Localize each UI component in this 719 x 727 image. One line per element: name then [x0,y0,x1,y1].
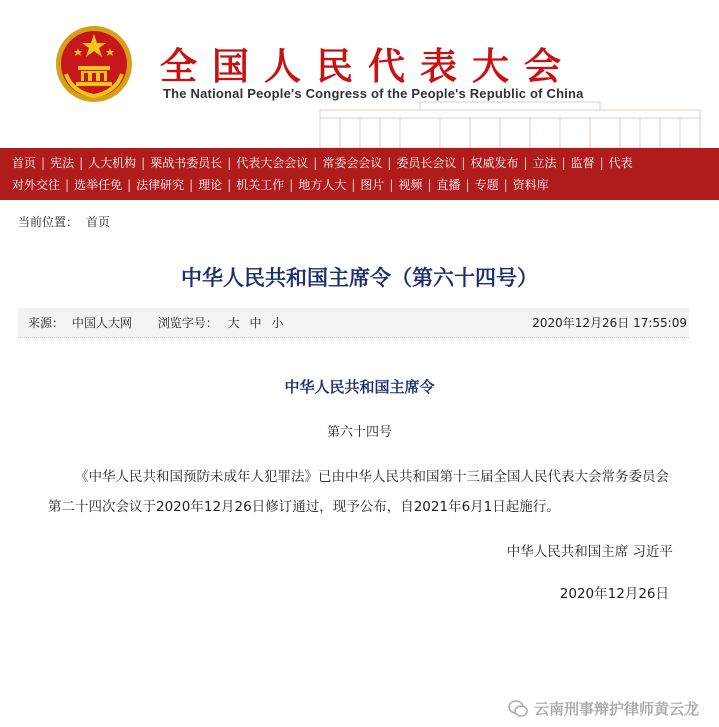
nav-separator: | [461,156,466,170]
font-size-small-button[interactable]: 小 [271,316,284,330]
nav-separator: | [227,178,232,192]
breadcrumb-label: 当前位置： [18,215,79,229]
great-hall-illustration-icon [300,100,719,148]
breadcrumb [0,200,719,240]
nav-item[interactable]: 栗战书委员长 [150,156,223,170]
nav-separator: | [427,178,432,192]
nav-separator: | [387,156,392,170]
nav-item[interactable]: 首页 [12,156,37,170]
national-emblem-icon [54,24,134,104]
nav-item[interactable]: 直播 [436,178,461,192]
nav-item[interactable]: 人大机构 [88,156,137,170]
nav-item[interactable]: 代表大会会议 [236,156,309,170]
publish-date: 2020年12月26日 17:55:09 [532,316,687,330]
nav-row-2 [12,174,719,196]
nav-item[interactable]: 图片 [360,178,385,192]
nav-item[interactable]: 理论 [198,178,223,192]
nav-separator: | [313,156,318,170]
nav-separator: | [127,178,132,192]
nav-separator: | [523,156,528,170]
nav-separator: | [79,156,84,170]
nav-row-1 [12,152,719,174]
article-body: 《中华人民共和国预防未成年人犯罪法》已由中华人民共和国第十三届全国人民代表大会常务委员会第二十四次会议于2020年12月26日修订通过，现予公布，自2021年6月1日起施行。 [48,469,669,515]
nav-separator: | [599,156,604,170]
nav-item[interactable]: 地方人大 [298,178,347,192]
nav-item[interactable]: 法律研究 [136,178,185,192]
nav-item[interactable]: 监督 [570,156,595,170]
site-title: 全国人民代表大会 [160,45,576,88]
breadcrumb-home-link[interactable]: 首页 [86,215,111,229]
nav-item[interactable]: 机关工作 [236,178,285,192]
source-value: 中国人大网 [72,316,133,330]
main-nav [0,148,719,200]
nav-separator: | [289,178,294,192]
order-number: 第六十四号 [326,425,392,440]
nav-item[interactable]: 立法 [532,156,557,170]
order-heading: 中华人民共和国主席令 [284,378,435,396]
nav-item[interactable]: 权威发布 [470,156,519,170]
sign-date: 2020年12月26日 [559,586,669,602]
nav-separator: | [189,178,194,192]
nav-item[interactable]: 常委会会议 [322,156,383,170]
nav-separator: | [389,178,394,192]
watermark [508,698,699,719]
nav-item[interactable]: 宪法 [50,156,75,170]
nav-separator: | [65,178,70,192]
signer: 中华人民共和国主席 习近平 [506,544,673,560]
nav-item[interactable]: 视频 [398,178,423,192]
nav-separator: | [351,178,356,192]
page-title: 中华人民共和国主席令（第六十四号） [181,265,538,290]
nav-item[interactable]: 选举任免 [74,178,123,192]
nav-separator: | [41,156,46,170]
nav-item[interactable]: 委员长会议 [396,156,457,170]
article-meta-bar [18,308,689,338]
nav-separator: | [141,156,146,170]
nav-item[interactable]: 对外交往 [12,178,61,192]
wechat-icon [508,700,528,718]
nav-item[interactable]: 资料库 [512,178,549,192]
site-header [0,0,719,148]
nav-separator: | [561,156,566,170]
nav-item[interactable]: 专题 [474,178,499,192]
nav-item[interactable]: 代表 [608,156,633,170]
nav-separator: | [465,178,470,192]
font-size-large-button[interactable]: 大 [227,316,240,330]
font-size-medium-button[interactable]: 中 [249,316,262,330]
site-subtitle: The National People's Congress of the People's Republic of China [163,86,584,101]
nav-separator: | [503,178,508,192]
source-label: 来源： [28,316,65,330]
nav-separator: | [227,156,232,170]
font-size-label: 浏览字号： [157,316,218,330]
watermark-text: 云南刑事辩护律师黄云龙 [533,700,699,718]
